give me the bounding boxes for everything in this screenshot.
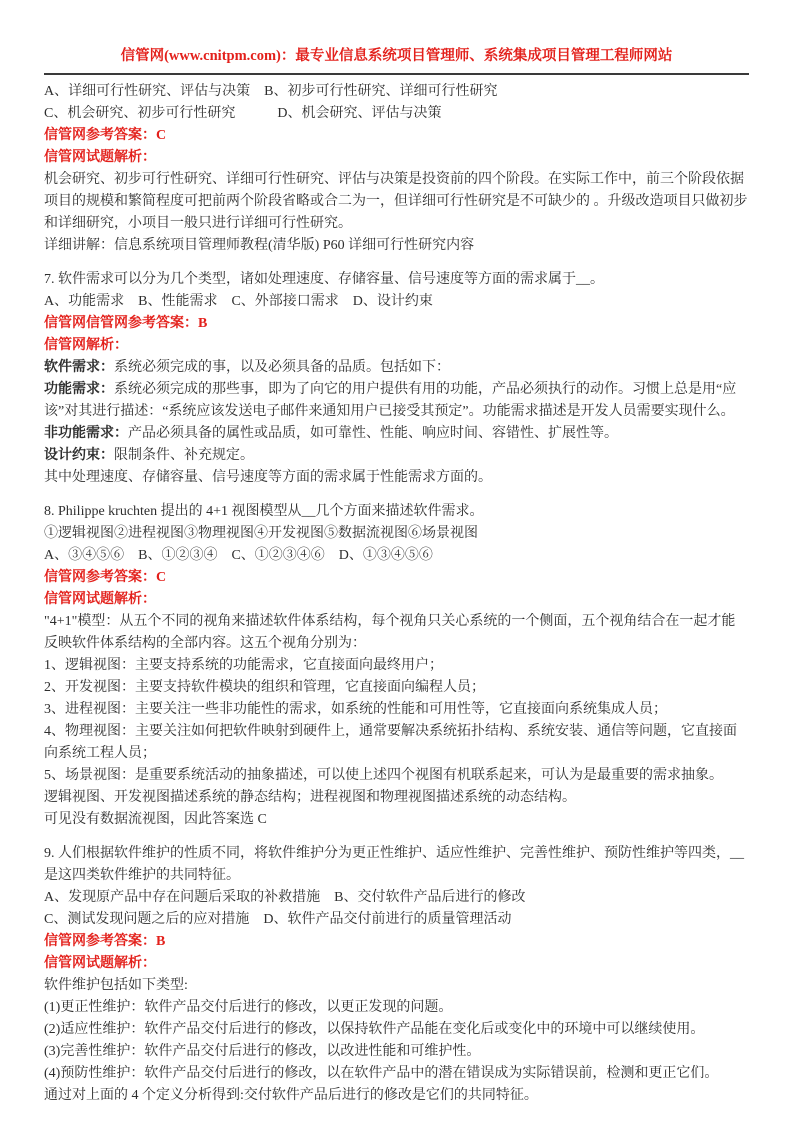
site-header — [44, 46, 749, 75]
q7-def-software-requirement-text: 系统必须完成的事，以及必须具备的品质。包括如下： — [114, 360, 450, 375]
q8-analysis-physical-view: 4、物理视图：主要关注如何把软件映射到硬件上，通常要解决系统拓扑结构、系统安装、通信等问题，它直接面向系统工程人员； — [44, 724, 737, 761]
q7-def-functional-requirement — [44, 379, 749, 423]
q6-answer-line: 信管网参考答案：C — [44, 128, 167, 143]
q6-analysis-label: 信管网试题解析： — [44, 150, 156, 165]
q7-def-software-requirement-lead: 软件需求： — [44, 360, 114, 375]
q7-def-nonfunctional-requirement-text: 产品必须具备的属性或品质，如可靠性、性能、响应时间、容错性、扩展性等。 — [128, 426, 618, 441]
q8-answer-line: 信管网参考答案：C — [44, 570, 167, 585]
q7-def-design-constraint-lead: 设计约束： — [44, 448, 114, 463]
q7-stem: 7. 软件需求可以分为几个类型，诸如处理速度、存储容量、信号速度等方面的需求属于__。 — [44, 272, 604, 287]
q7-def-functional-requirement-text: 系统必须完成的那些事，即为了向它的用户提供有用的功能，产品必须执行的动作。习惯上总是用“应该”对其进行描述：“系统应该发送电子邮件来通知用户已接受其预定”。功能需求描述是开发人员需要实现什么。 — [44, 382, 737, 419]
q9-analysis-intro: 软件维护包括如下类型: — [44, 978, 188, 993]
q7-def-design-constraint-text: 限制条件、补充规定。 — [114, 448, 254, 463]
q9-analysis-adaptive: (2)适应性维护：软件产品交付后进行的修改，以保持软件产品能在变化后或变化中的环境中可以继续使用。 — [44, 1022, 705, 1037]
q8-analysis-conclusion: 可见没有数据流视图，因此答案选 C — [44, 812, 267, 827]
q9-analysis-perfective: (3)完善性维护：软件产品交付后进行的修改，以改进性能和可维护性。 — [44, 1044, 481, 1059]
q8-analysis-intro: "4+1"模型：从五个不同的视角来描述软件体系结构，每个视角只关心系统的一个侧面，五个视角结合在一起才能反映软件体系结构的全部内容。这五个视角分别为： — [44, 614, 736, 651]
q9-analysis-label: 信管网试题解析： — [44, 956, 156, 971]
q7-def-software-requirement — [44, 357, 749, 379]
document-content — [44, 81, 749, 1107]
q9-options-cd: C、测试发现问题之后的应对措施 D、软件产品交付前进行的质量管理活动 — [44, 912, 512, 927]
q9-analysis-preventive: (4)预防性维护：软件产品交付后进行的修改，以在软件产品中的潜在错误成为实际错误前，检测和更正它们。 — [44, 1066, 719, 1081]
q8-analysis-scenario-view: 5、场景视图：是重要系统活动的抽象描述，可以使上述四个视图有机联系起来，可认为是最重要的需求抽象。 — [44, 768, 723, 783]
question-7-block — [44, 269, 749, 489]
q7-options: A、功能需求 B、性能需求 C、外部接口需求 D、设计约束 — [44, 294, 433, 309]
q8-analysis-logical-view: 1、逻辑视图：主要支持系统的功能需求，它直接面向最终用户； — [44, 658, 443, 673]
question-8-block — [44, 501, 749, 831]
q6-options-ab: A、详细可行性研究、评估与决策 B、初步可行性研究、详细可行性研究 — [44, 84, 498, 99]
q9-analysis-conclusion: 通过对上面的 4 个定义分析得到:交付软件产品后进行的修改是它们的共同特征。 — [44, 1088, 538, 1103]
q6-reference-line: 详细讲解：信息系统项目管理师教程(清华版) P60 详细可行性研究内容 — [44, 238, 475, 253]
q6-options-cd: C、机会研究、初步可行性研究 D、机会研究、评估与决策 — [44, 106, 442, 121]
site-title: 信管网(www.cnitpm.com)：最专业信息系统项目管理师、系统集成项目管理工程师网站 — [120, 48, 673, 64]
q6-analysis-text: 机会研究、初步可行性研究、详细可行性研究、评估与决策是投资前的四个阶段。在实际工作中，前三个阶段依据项目的规模和繁简程度可把前两个阶段省略或合二为一，但详细可行性研究是不可缺少的 。升级改造项目只做初步和详细研究，小项目一般只进行详细可行性研究。 — [44, 172, 748, 231]
q8-analysis-label: 信管网试题解析： — [44, 592, 156, 607]
q7-def-functional-requirement-lead: 功能需求： — [44, 382, 114, 397]
q7-def-nonfunctional-requirement-lead: 非功能需求： — [44, 426, 128, 441]
q8-sub-options: ①逻辑视图②进程视图③物理视图④开发视图⑤数据流视图⑥场景视图 — [44, 526, 478, 541]
question-6-block — [44, 81, 749, 257]
q7-analysis-label: 信管网解析： — [44, 338, 128, 353]
q7-def-nonfunctional-requirement — [44, 423, 749, 445]
q7-def-design-constraint — [44, 445, 749, 467]
q8-options: A、③④⑤⑥ B、①②③④ C、①②③④⑥ D、①③④⑤⑥ — [44, 548, 433, 563]
q9-stem: 9. 人们根据软件维护的性质不同，将软件维护分为更正性维护、适应性维护、完善性维护、预防性维护等四类，__是这四类软件维护的共同特征。 — [44, 846, 744, 883]
question-9-block — [44, 843, 749, 1107]
q9-answer-line: 信管网参考答案：B — [44, 934, 166, 949]
q7-closing-line: 其中处理速度、存储容量、信号速度等方面的需求属于性能需求方面的。 — [44, 470, 492, 485]
q8-analysis-process-view: 3、进程视图：主要关注一些非功能性的需求，如系统的性能和可用性等，它直接面向系统集成人员； — [44, 702, 667, 717]
q9-options-ab: A、发现原产品中存在问题后采取的补救措施 B、交付软件产品后进行的修改 — [44, 890, 526, 905]
q9-analysis-corrective: (1)更正性维护：软件产品交付后进行的修改，以更正发现的问题。 — [44, 1000, 453, 1015]
q8-analysis-development-view: 2、开发视图：主要支持软件模块的组织和管理，它直接面向编程人员； — [44, 680, 485, 695]
q8-analysis-summary: 逻辑视图、开发视图描述系统的静态结构；进程视图和物理视图描述系统的动态结构。 — [44, 790, 576, 805]
q8-stem: 8. Philippe kruchten 提出的 4+1 视图模型从__几个方面来描述软件需求。 — [44, 504, 484, 519]
q7-answer-line: 信管网信管网参考答案：B — [44, 316, 208, 331]
